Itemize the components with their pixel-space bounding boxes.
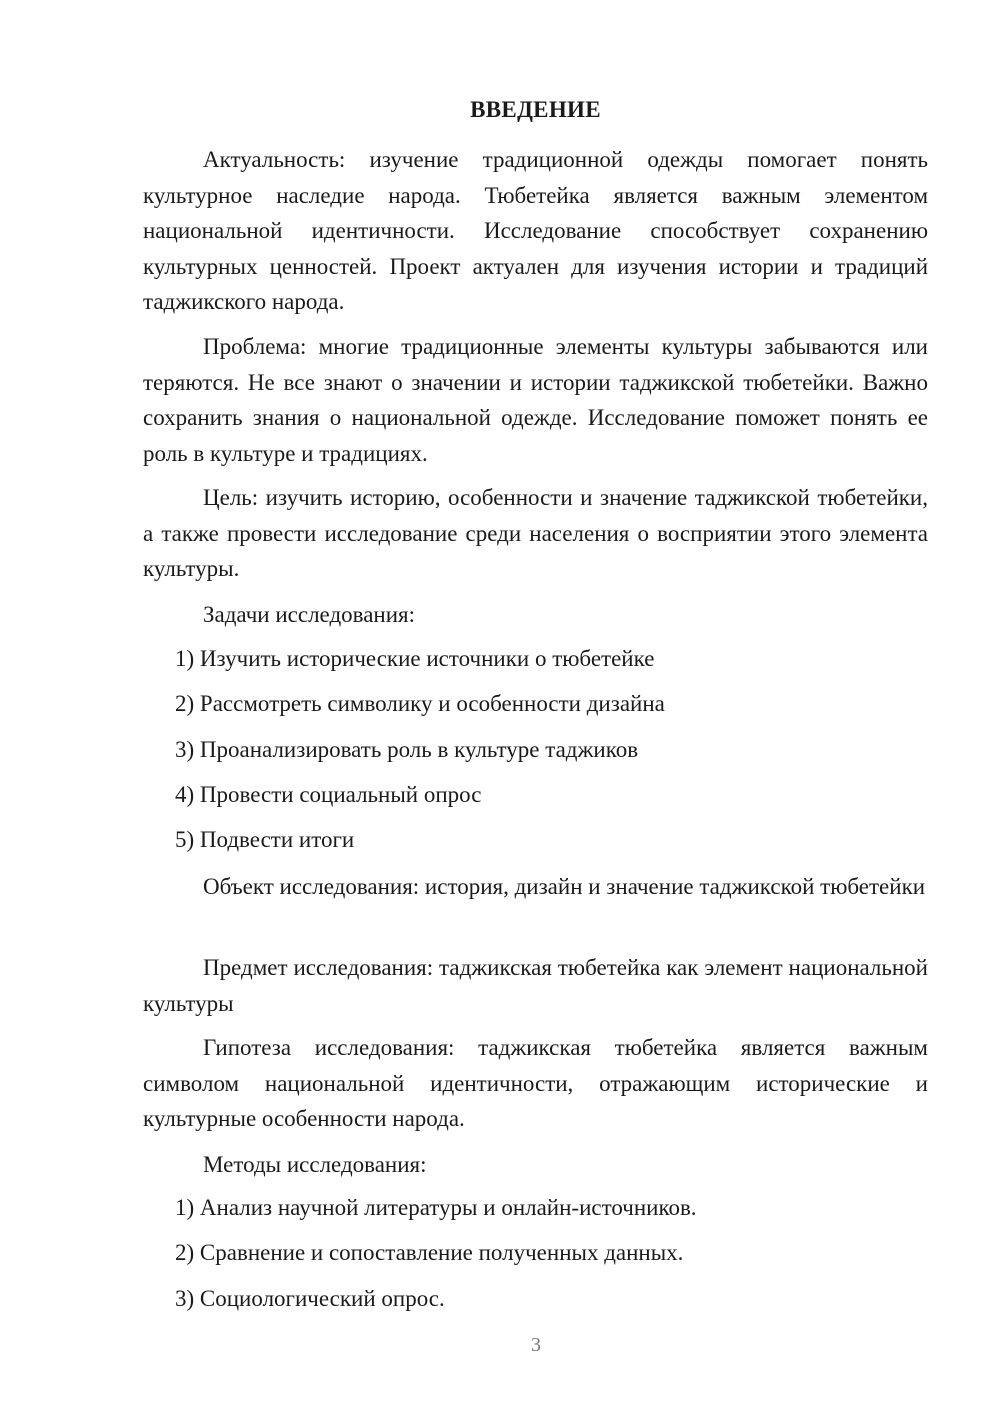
paragraph-problem: Проблема: многие традиционные элементы культуры забываются или теряются. Не все знают о значении и истории таджикской тюбетейки. Важно сохранить знания о национальной одежде. Исследование поможет понять ее роль в культуре и традициях. [143, 334, 928, 466]
page-title: ВВЕДЕНИЕ [470, 97, 601, 122]
paragraph-hypothesis: Гипотеза исследования: таджикская тюбетейка является важным символом национальной идентичности, отражающим исторические и культурные особенности народа. [143, 1035, 928, 1131]
paragraph-goal: Цель: изучить историю, особенности и значение таджикской тюбетейки, а также провести исследование среди населения о восприятии этого элемента культуры. [143, 485, 928, 581]
method-item-1: 1) Анализ научной литературы и онлайн-источников. [175, 1195, 697, 1220]
page-number: 3 [531, 1334, 541, 1356]
task-item-1: 1) Изучить исторические источники о тюбетейке [175, 646, 655, 671]
tasks-heading: Задачи исследования: [203, 602, 416, 627]
paragraph-relevance: Актуальность: изучение традиционной одежды помогает понять культурное наследие народа. Тюбетейка является важным элементом национальной идентичности. Исследование способствует сохранению культурных ценностей. Проект актуален для изучения истории и традиций таджикского народа. [143, 147, 928, 314]
methods-heading: Методы исследования: [203, 1152, 427, 1177]
method-item-2: 2) Сравнение и сопоставление полученных данных. [175, 1240, 684, 1265]
paragraph-subject: Предмет исследования: таджикская тюбетейка как элемент национальной культуры [143, 955, 928, 1016]
task-item-2: 2) Рассмотреть символику и особенности дизайна [175, 691, 665, 716]
task-item-4: 4) Провести социальный опрос [175, 782, 482, 807]
method-item-3: 3) Социологический опрос. [175, 1286, 445, 1311]
paragraph-object: Объект исследования: история, дизайн и значение таджикской тюбетейки [203, 874, 926, 899]
task-item-5: 5) Подвести итоги [175, 827, 355, 852]
task-item-3: 3) Проанализировать роль в культуре таджиков [175, 737, 639, 762]
